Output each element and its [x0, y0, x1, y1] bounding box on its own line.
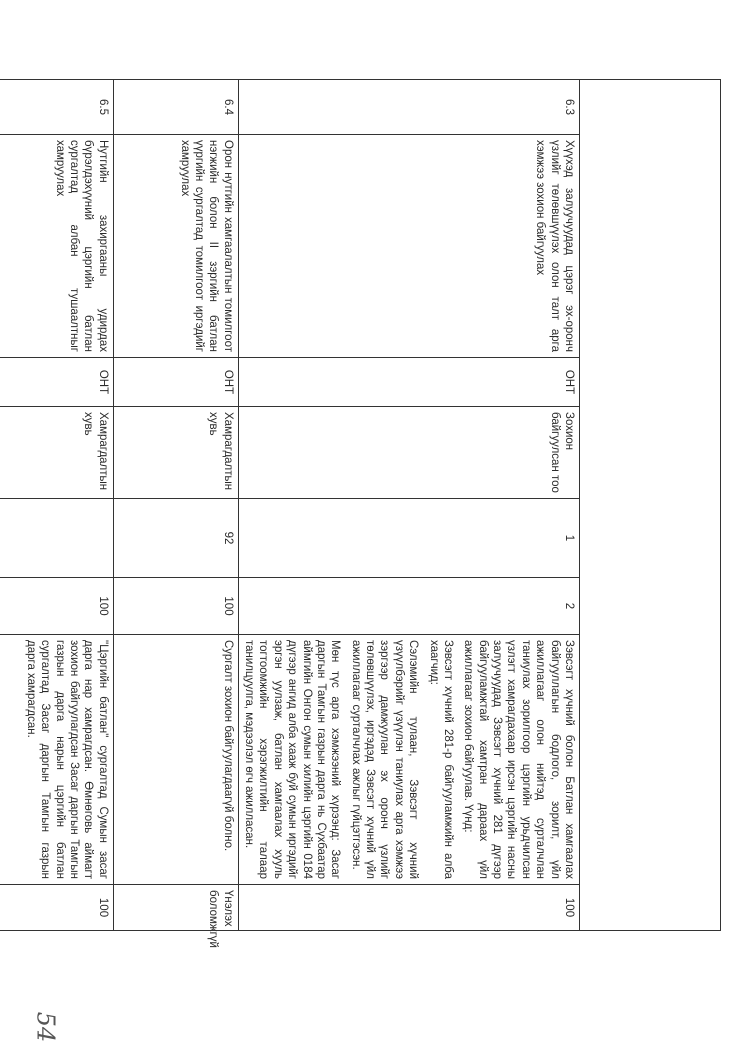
- activity-cell: Нутгийн захиргааны удирдах бүрэлдэхүүний цэргийн батлан сургалтад албан тушаалтныг хамруулах: [0, 135, 113, 358]
- row-id: 6.3: [238, 80, 579, 135]
- progress-paragraph: Сургалт зохион байгуулагдаагүй болно.: [221, 640, 234, 852]
- activity-cell: Хүүхэд залуучуудад цэрэг эх-оронч үзлийг төлөвшүүлэх олон талт арга хэмжээ зохион байгуулах: [238, 135, 579, 358]
- plan-implementation-table: [0, 79, 721, 948]
- baseline-cell: 1: [238, 499, 579, 578]
- score-cell: 100: [0, 885, 113, 931]
- activity-cell: Орон нутгийн хамгаалалтын томилгоот нэгжийн болон II зэргийн батлан үүргийн сургалтад томилгоот иргэдийг хамруулах: [113, 135, 238, 358]
- unit-cell: ОНТ: [238, 358, 579, 407]
- row-id: 6.4: [113, 80, 238, 135]
- unit-cell: ОНТ: [0, 358, 113, 407]
- progress-paragraph: Зэвсэгт хүчний болон Батлан хамгаалах байгууллагын бодлого, зорилт, үйл ажиллагааг олон нийтэд сурталчлан таниулах зорилгоор цэргийн урьдчилсан үзлэгт хамрагдахаар ирсэн цэргийн насны залуучуудад Зэвсэгт хүчний 281 дүгээр байгууламжтай хамтран дараах үйл ажиллагааг зохион байгуулав. Үүнд:: [462, 640, 575, 879]
- score-cell: Үнэлэх боломжгүй: [113, 885, 238, 931]
- progress-cell: [0, 635, 113, 885]
- table-row: [113, 80, 238, 931]
- indicator-cell: Хамрагдалтын хувь: [113, 407, 238, 499]
- indicator-cell: Хамрагдалтын хувь: [0, 407, 113, 499]
- target-cell: 100: [0, 578, 113, 635]
- progress-paragraph: Сэлэмийн тулаан, Зэвсэгт хүчний үзүүлбэрийг үзүүлэн таниулах арга хэмжээ зэргээр дамжуулан эх оронч үзлийг төлөвшүүлэх, иргэдэд Зэвсэгт хүчний үйл ажиллагааг сурталчлах ажлыг гүйцэтгэсэн.: [349, 640, 420, 879]
- baseline-cell: 92: [113, 499, 238, 578]
- progress-paragraph: Зэвсэгт хүчний 281-р байгууламжийн алба хаагчид:: [427, 640, 454, 879]
- progress-cell: [238, 635, 579, 885]
- progress-paragraph: "Цэргийн батлан" сургалтад Сумын засаг дарга нар хамрагдсан. Өмнөговь аймагт зохион байгуулагдсан Засаг даргын Тамгын газрын дарга нарын цэргийн батлан сургалтад Засаг даргын Тамгын газрын дарга хамрагдсан.: [24, 640, 109, 879]
- table-row: [580, 80, 721, 931]
- score-cell: 100: [238, 885, 579, 931]
- target-cell: 2: [238, 578, 579, 635]
- progress-cell: [113, 635, 238, 885]
- page-number: 54: [31, 1011, 60, 1043]
- table-spacer-row: [580, 80, 721, 931]
- baseline-cell: [0, 499, 113, 578]
- row-id: 6.5: [0, 80, 113, 135]
- target-cell: 100: [113, 578, 238, 635]
- progress-paragraph: Мөн түс арга хэмжээний хүрээнд: Засаг даргын Тамгын газрын дарга нь Сүхбаатар аймгийн Онгон сумын хилийн цэргийн 0184 дүгээр ангид алба хааж буй сумын иргэдийг эргэн уулзаж, батлан хамгаалах хууль тогтоомжийн хэрэгжилтийн талаар танилцуулга, мэдээлэл өгч ажилласан.: [243, 640, 342, 879]
- table-row: [0, 80, 113, 931]
- rotated-table-wrapper: [24, 79, 721, 948]
- indicator-cell: Зохион байгуулсан тоо: [238, 407, 579, 499]
- table-row: [238, 80, 579, 931]
- unit-cell: ОНТ: [113, 358, 238, 407]
